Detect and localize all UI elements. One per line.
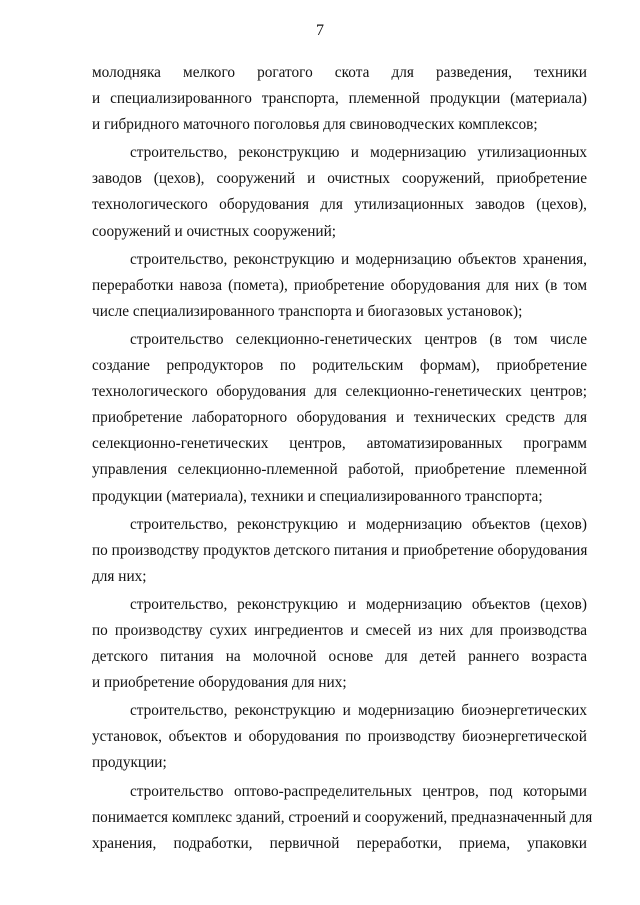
paragraph <box>92 60 587 138</box>
text-line: продукции; <box>92 754 167 772</box>
paragraph <box>92 247 587 325</box>
text-line: и специализированного транспорта, племенной продукции (материала) <box>92 90 587 108</box>
text-line: управления селекционно-племенной работой, приобретение племенной <box>92 461 587 479</box>
document-body <box>92 60 593 857</box>
paragraph <box>92 140 587 244</box>
text-line: переработки навоза (помета), приобретение оборудования для них (в том <box>92 276 587 294</box>
text-line: по производству продуктов детского питания и приобретение оборудования <box>92 541 588 559</box>
text-line: продукции (материала), техники и специализированного транспорта; <box>92 487 543 505</box>
text-line: молодняка мелкого рогатого скота для разведения, техники <box>92 64 587 81</box>
text-line: строительство, реконструкцию и модернизацию объектов хранения, <box>130 250 587 268</box>
paragraph <box>92 592 587 696</box>
text-line: и гибридного маточного поголовья для свиноводческих комплексов; <box>92 116 538 134</box>
text-line: строительство селекционно-генетических центров (в том числе <box>130 330 587 348</box>
text-line: строительство, реконструкцию и модернизацию утилизационных <box>130 144 587 162</box>
paragraph <box>92 779 593 857</box>
text-line: строительство оптово-распределительных центров, под которыми <box>130 782 587 800</box>
text-line: создание репродукторов по родительским формам), приобретение <box>92 357 587 375</box>
text-line: хранения, подработки, первичной переработки, приема, упаковки <box>92 834 587 852</box>
paragraph <box>92 327 587 510</box>
page-number: 7 <box>316 22 324 39</box>
text-line: установок, объектов и оборудования по производству биоэнергетической <box>92 728 587 746</box>
paragraph <box>92 698 587 776</box>
paragraph <box>92 512 587 590</box>
text-line: понимается комплекс зданий, строений и сооружений, предназначенный для <box>92 808 593 826</box>
text-line: технологического оборудования для селекционно-генетических центров; <box>92 383 587 401</box>
text-line: приобретение лабораторного оборудования и технических средств для <box>92 409 587 427</box>
text-line: по производству сухих ингредиентов и смесей из них для производства <box>92 621 587 639</box>
text-line: сооружений и очистных сооружений; <box>92 222 337 240</box>
text-line: строительство, реконструкцию и модернизацию объектов (цехов) <box>130 595 587 613</box>
text-line: заводов (цехов), сооружений и очистных сооружений, приобретение <box>92 170 587 188</box>
text-line: технологического оборудования для утилизационных заводов (цехов), <box>92 196 587 214</box>
text-line: селекционно-генетических центров, автоматизированных программ <box>92 435 587 453</box>
text-line: строительство, реконструкцию и модернизацию объектов (цехов) <box>130 515 587 533</box>
text-line: для них; <box>92 567 147 585</box>
text-line: числе специализированного транспорта и биогазовых установок); <box>92 302 523 320</box>
text-line: детского питания на молочной основе для детей раннего возраста <box>92 648 587 666</box>
text-line: и приобретение оборудования для них; <box>92 674 347 692</box>
text-line: строительство, реконструкцию и модернизацию биоэнергетических <box>130 702 587 720</box>
